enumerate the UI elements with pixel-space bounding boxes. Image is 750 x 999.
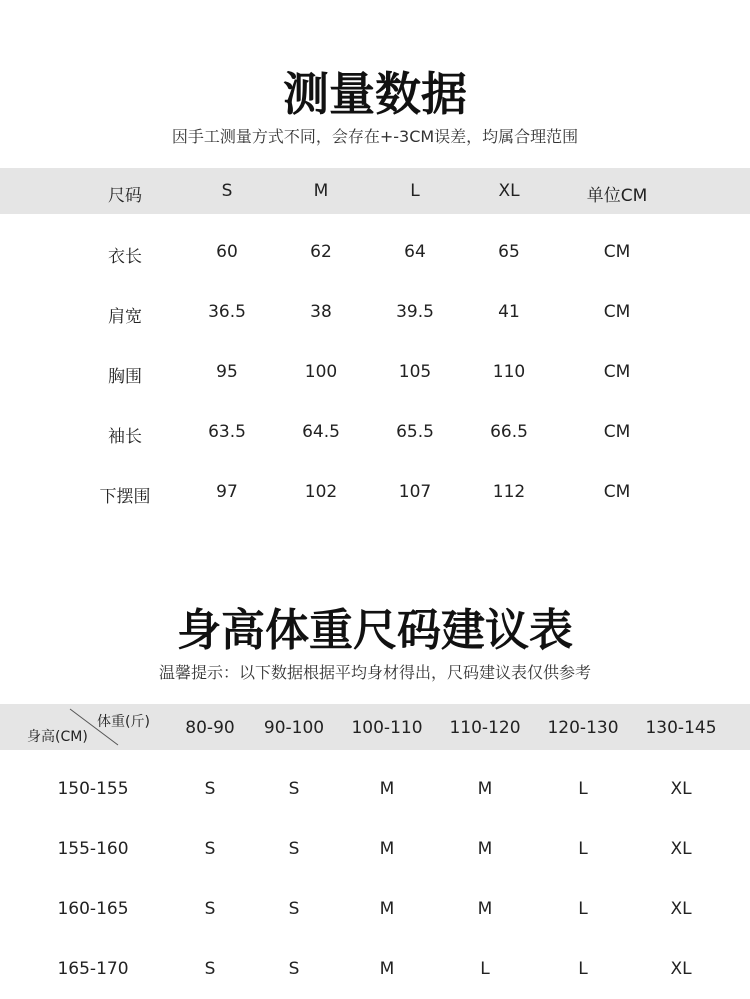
- measure-header-unit: 单位CM: [586, 186, 648, 206]
- row-value: 112: [492, 482, 526, 502]
- size-cell: S: [204, 779, 216, 799]
- measure-header-size: 尺码: [108, 186, 142, 206]
- row-value: 39.5: [396, 302, 434, 322]
- height-label: 155-160: [57, 839, 129, 859]
- row-label: 下摆围: [99, 487, 151, 507]
- size-cell: XL: [670, 959, 692, 979]
- measure-header-xl: XL: [498, 181, 520, 201]
- row-label: 衣长: [108, 247, 142, 267]
- row-value: 102: [304, 482, 338, 502]
- row-value: 95: [216, 362, 238, 382]
- measure-title: 测量数据: [283, 67, 467, 121]
- size-cell: L: [578, 779, 588, 799]
- size-cell: M: [477, 779, 493, 799]
- row-label: 肩宽: [108, 307, 142, 327]
- row-value: 63.5: [208, 422, 246, 442]
- row-unit: CM: [603, 242, 631, 262]
- row-label: 袖长: [108, 427, 142, 447]
- weight-header: 80-90: [185, 718, 235, 738]
- row-value: 64: [404, 242, 426, 262]
- size-cell: M: [477, 839, 493, 859]
- row-value: 65.5: [396, 422, 434, 442]
- row-value: 110: [492, 362, 526, 382]
- size-cell: S: [288, 959, 300, 979]
- row-value: 38: [310, 302, 332, 322]
- row-value: 65: [498, 242, 520, 262]
- size-cell: S: [288, 899, 300, 919]
- height-label: 165-170: [57, 959, 129, 979]
- size-cell: L: [578, 959, 588, 979]
- measure-header-m: M: [313, 181, 329, 201]
- size-cell: M: [477, 899, 493, 919]
- weight-header: 110-120: [449, 718, 521, 738]
- size-cell: L: [578, 899, 588, 919]
- size-cell: M: [379, 779, 395, 799]
- size-cell: XL: [670, 899, 692, 919]
- size-cell: S: [204, 839, 216, 859]
- size-cell: S: [204, 899, 216, 919]
- recommend-note: 温馨提示：以下数据根据平均身材得出，尺码建议表仅供参考: [158, 663, 591, 682]
- size-cell: L: [578, 839, 588, 859]
- row-label: 胸围: [108, 367, 142, 387]
- row-unit: CM: [603, 362, 631, 382]
- row-value: 107: [398, 482, 432, 502]
- size-cell: S: [204, 959, 216, 979]
- measure-note: 因手工测量方式不同，会存在+-3CM误差，均属合理范围: [171, 127, 579, 146]
- size-cell: S: [288, 779, 300, 799]
- row-value: 36.5: [208, 302, 246, 322]
- row-value: 105: [398, 362, 432, 382]
- row-value: 100: [304, 362, 338, 382]
- row-value: 97: [216, 482, 238, 502]
- height-label: 150-155: [57, 779, 129, 799]
- weight-header: 130-145: [645, 718, 717, 738]
- size-cell: L: [480, 959, 490, 979]
- row-value: 62: [310, 242, 332, 262]
- corner-label-weight: 体重(斤): [97, 714, 150, 730]
- size-cell: XL: [670, 779, 692, 799]
- size-cell: M: [379, 839, 395, 859]
- corner-label-height: 身高(CM): [27, 729, 88, 745]
- measure-header-s: S: [221, 181, 233, 201]
- row-unit: CM: [603, 482, 631, 502]
- weight-header: 100-110: [351, 718, 423, 738]
- recommend-title: 身高体重尺码建议表: [177, 605, 573, 656]
- size-cell: XL: [670, 839, 692, 859]
- height-label: 160-165: [57, 899, 129, 919]
- size-cell: S: [288, 839, 300, 859]
- row-unit: CM: [603, 422, 631, 442]
- row-value: 64.5: [302, 422, 340, 442]
- weight-header: 120-130: [547, 718, 619, 738]
- row-value: 41: [498, 302, 520, 322]
- row-unit: CM: [603, 302, 631, 322]
- weight-header: 90-100: [263, 718, 325, 738]
- row-value: 60: [216, 242, 238, 262]
- size-cell: M: [379, 959, 395, 979]
- measure-header-l: L: [410, 181, 420, 201]
- size-cell: M: [379, 899, 395, 919]
- row-value: 66.5: [490, 422, 528, 442]
